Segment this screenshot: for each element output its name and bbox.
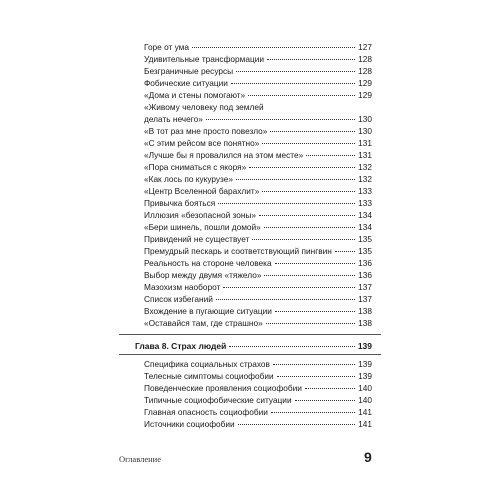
toc-entry[interactable] — [144, 407, 372, 417]
toc-entry-title: «Дома и стены помогают» — [144, 90, 246, 100]
toc-entry[interactable] — [144, 66, 372, 76]
toc-entry[interactable] — [144, 138, 372, 148]
toc-entry-title: Привидений не существует — [144, 234, 250, 244]
toc-entry-title: Реальность на стороне человека — [144, 258, 272, 268]
chapter-heading[interactable] — [135, 341, 372, 351]
toc-entry[interactable] — [144, 282, 372, 292]
dot-leader — [192, 46, 355, 48]
toc-entry-title: Безграничные ресурсы — [144, 66, 234, 76]
toc-entry-page: 130 — [358, 126, 372, 136]
toc-entry[interactable] — [144, 318, 372, 328]
toc-entry-page: 130 — [358, 114, 372, 124]
dot-leader — [236, 178, 355, 180]
toc-entry-page: 132 — [358, 162, 372, 172]
toc-entry[interactable] — [144, 42, 372, 52]
dot-leader — [270, 130, 355, 132]
toc-entry-page: 134 — [358, 210, 372, 220]
toc-entry-title: Удивительные трансформации — [144, 54, 264, 64]
toc-entry-page: 136 — [358, 270, 372, 280]
dot-leader — [264, 226, 355, 228]
toc-entry-multiline[interactable] — [144, 101, 372, 125]
toc-entry-title: «Центр Вселенной барахлит» — [144, 186, 260, 196]
toc-entry-page: 139 — [358, 359, 372, 369]
toc-entry-title: Фобические ситуации — [144, 78, 228, 88]
dot-leader — [236, 70, 355, 72]
toc-entry[interactable] — [144, 395, 372, 405]
dot-leader — [249, 166, 355, 168]
toc-entry-title: Иллюзия «безопасной зоны» — [144, 210, 257, 220]
toc-entry[interactable] — [144, 126, 372, 136]
toc-entry-title: Типичные социофобические ситуации — [144, 395, 292, 405]
toc-entry-title: «Пора сниматься с якоря» — [144, 162, 247, 172]
toc-entry-title: Главная опасность социофобии — [144, 407, 268, 417]
dot-leader — [295, 399, 355, 401]
toc-entry[interactable] — [144, 78, 372, 88]
toc-entry-page: 140 — [358, 383, 372, 393]
toc-entry-title: Выбор между двумя «тяжело» — [144, 270, 262, 280]
chapter-rule-top — [119, 334, 381, 335]
toc-entry[interactable] — [144, 90, 372, 100]
toc-entry[interactable] — [144, 54, 372, 64]
toc-entry-page: 131 — [358, 150, 372, 160]
dot-leader — [277, 375, 355, 377]
toc-entry[interactable] — [144, 162, 372, 172]
toc-entry-page: 135 — [358, 246, 372, 256]
dot-leader — [335, 250, 355, 252]
toc-entry-title: Телесные симптомы социофобии — [144, 371, 274, 381]
toc-entry-page: 134 — [358, 222, 372, 232]
dot-leader — [262, 142, 355, 144]
toc-entry-title: Мазохизм наоборот — [144, 282, 221, 292]
chapter-rule-bottom — [119, 354, 381, 355]
toc-entry-title: «С этим рейсом все понятно» — [144, 138, 260, 148]
toc-entry-title: Специфика социальных страхов — [144, 359, 270, 369]
toc-entry[interactable] — [144, 306, 372, 316]
dot-leader — [273, 363, 355, 365]
toc-entry-page: 128 — [358, 66, 372, 76]
dot-leader — [229, 345, 354, 347]
toc-entry[interactable] — [144, 419, 372, 429]
toc-entry[interactable] — [144, 210, 372, 220]
toc-entry[interactable] — [144, 198, 372, 208]
dot-leader — [218, 202, 355, 204]
toc-entry-page: 135 — [358, 234, 372, 244]
toc-entry-page: 129 — [358, 90, 372, 100]
dot-leader — [264, 274, 355, 276]
toc-entry-page: 129 — [358, 78, 372, 88]
toc-entry-page: 141 — [358, 407, 372, 417]
toc-entry[interactable] — [144, 359, 372, 369]
toc-entry-title-line2: делать нечего» — [144, 114, 203, 124]
dot-leader — [238, 423, 355, 425]
toc-entry-title: «В тот раз мне просто повезло» — [144, 126, 268, 136]
dot-leader — [223, 286, 355, 288]
toc-entry-page: 137 — [358, 282, 372, 292]
toc-entry-page: 127 — [358, 42, 372, 52]
dot-leader — [262, 190, 355, 192]
toc-entry[interactable] — [144, 383, 372, 393]
toc-entry-page: 131 — [358, 138, 372, 148]
toc-entry-page: 137 — [358, 294, 372, 304]
toc-entry-title: «Лучше бы я провалился на этом месте» — [144, 150, 304, 160]
toc-entry-title: Список избеганий — [144, 294, 213, 304]
toc-entry-title: «Оставайся там, где страшно» — [144, 318, 263, 328]
toc-entry[interactable] — [144, 258, 372, 268]
dot-leader — [306, 154, 355, 156]
chapter-title: Глава 8. Страх людей — [135, 341, 227, 351]
toc-entry-page: 140 — [358, 395, 372, 405]
toc-entry[interactable] — [144, 150, 372, 160]
dot-leader — [206, 118, 355, 120]
dot-leader — [216, 298, 355, 300]
dot-leader — [275, 310, 355, 312]
dot-leader — [275, 262, 355, 264]
toc-entry[interactable] — [144, 246, 372, 256]
toc-entry-title: «Как лось по кукурузе» — [144, 174, 233, 184]
toc-entry-page: 139 — [358, 371, 372, 381]
toc-entry-page: 141 — [358, 419, 372, 429]
toc-entry[interactable] — [144, 174, 372, 184]
toc-entry-title-line1: «Живому человеку под землей — [144, 102, 264, 112]
dot-leader — [266, 322, 355, 324]
toc-entry-title: Источники социофобии — [144, 419, 235, 429]
toc-entry[interactable] — [144, 234, 372, 244]
toc-entry-title: Поведенческие проявления социофобии — [144, 383, 302, 393]
page-number: 9 — [364, 449, 372, 465]
chapter-page: 139 — [357, 341, 372, 351]
toc-entry[interactable] — [144, 222, 372, 232]
dot-leader — [267, 58, 355, 60]
toc-entry-page: 138 — [358, 318, 372, 328]
toc-entry-page: 133 — [358, 198, 372, 208]
dot-leader — [305, 387, 355, 389]
toc-entry[interactable] — [144, 294, 372, 304]
dot-leader — [252, 238, 355, 240]
toc-entry-title: Привычка бояться — [144, 198, 216, 208]
toc-entry-page: 132 — [358, 174, 372, 184]
toc-entry-title: Премудрый пескарь и соответствующий пингвин — [144, 246, 332, 256]
toc-entry-page: 133 — [358, 186, 372, 196]
dot-leader — [231, 82, 355, 84]
dot-leader — [259, 214, 355, 216]
toc-entry-page: 128 — [358, 54, 372, 64]
toc-entry-title: Вхождение в пугающие ситуации — [144, 306, 272, 316]
toc-entry[interactable] — [144, 270, 372, 280]
toc-entry-page: 136 — [358, 258, 372, 268]
toc-entry-page: 138 — [358, 306, 372, 316]
footer-section-label: Оглавление — [119, 454, 161, 464]
toc-entry-title: «Бери шинель, пошли домой» — [144, 222, 261, 232]
toc-entry[interactable] — [144, 186, 372, 196]
dot-leader — [248, 94, 355, 96]
toc-entry-title: Горе от ума — [144, 42, 189, 52]
dot-leader — [271, 411, 355, 413]
toc-entry[interactable] — [144, 371, 372, 381]
